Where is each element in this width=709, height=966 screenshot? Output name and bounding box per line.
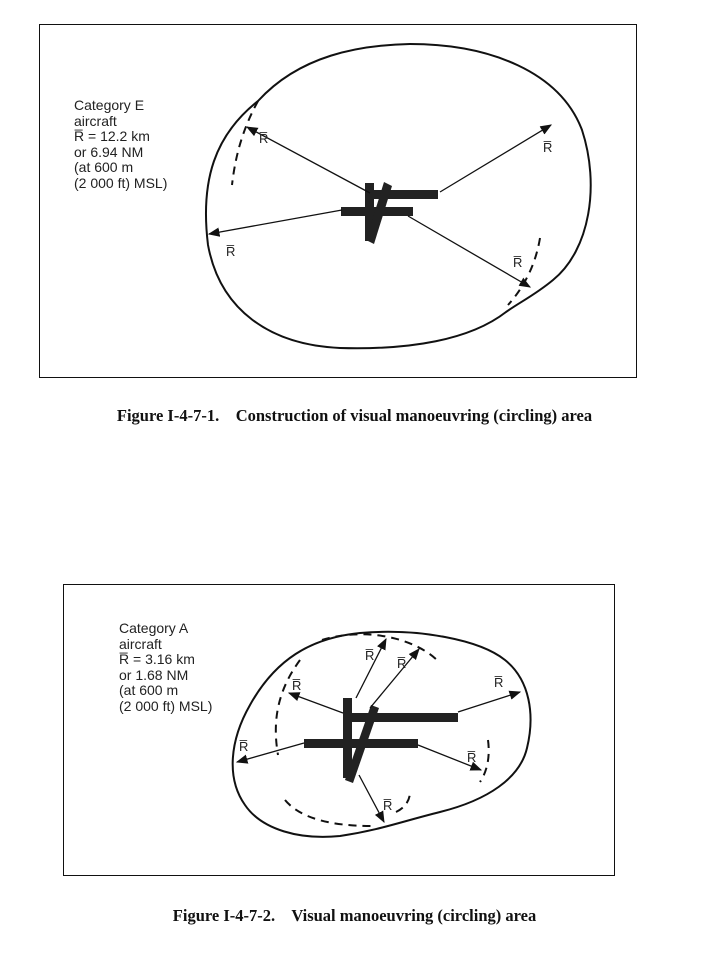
figure-2-aircraft: aircraft xyxy=(119,635,162,652)
radius-label: R̅ xyxy=(292,678,302,693)
figure-1-category: Category E xyxy=(74,97,145,113)
radius-arrow-top-right xyxy=(370,649,419,708)
dashed-arc-bottom xyxy=(285,800,372,826)
figure-2-altitude-m: (at 600 m xyxy=(119,682,179,698)
figure-1-radius-nm: or 6.94 NM xyxy=(74,143,144,160)
figure-1-altitude-ft: (2 000 ft) MSL) xyxy=(74,174,168,191)
radius-label: R̅ xyxy=(239,739,249,754)
figure-1-diagram xyxy=(206,44,591,348)
figure-1-altitude-m: (at 600 m xyxy=(74,159,134,175)
dashed-arc-right xyxy=(508,238,540,305)
radius-label: R̅ xyxy=(383,798,393,813)
radius-arrow-upper-right xyxy=(440,125,551,192)
radius-label: R̅ xyxy=(259,131,269,146)
radius-label: R̅ xyxy=(467,750,477,765)
dashed-arc-bottom-right xyxy=(396,792,410,812)
radius-arrow-bottom xyxy=(359,775,384,822)
figure-2-diagram xyxy=(233,632,531,837)
dashed-arc-top xyxy=(322,634,437,660)
dashed-arc-left xyxy=(276,660,300,755)
figure-1-description xyxy=(74,98,167,191)
radius-label: R̅ xyxy=(543,140,553,155)
figure-2-description xyxy=(119,621,212,714)
figure-2-radius-km: R̅ = 3.16 km xyxy=(119,651,195,667)
dashed-arc-right xyxy=(480,740,489,782)
radius-label: R̅ xyxy=(226,244,236,259)
radius-label: R̅ xyxy=(494,675,504,690)
radius-arrow-lower-right xyxy=(408,216,530,287)
radius-arrow-left xyxy=(209,210,342,234)
figure-2-radius-nm: or 1.68 NM xyxy=(119,666,189,683)
figure-1-radius-km: R̅ = 12.2 km xyxy=(74,128,150,144)
figure-1-aircraft: aircraft xyxy=(74,112,117,129)
figure-2-caption: Figure I-4-7-2. Visual manoeuvring (circling) area xyxy=(172,906,537,925)
radius-arrow-right-upper xyxy=(458,692,520,712)
radius-label: R̅ xyxy=(365,648,375,663)
radius-arrow-left-upper xyxy=(289,693,343,713)
radius-label: R̅ xyxy=(397,656,407,671)
figure-2-category: Category A xyxy=(119,620,189,636)
circling-area-boundary xyxy=(233,632,531,837)
figure-2-altitude-ft: (2 000 ft) MSL) xyxy=(119,697,213,714)
figure-1-caption: Figure I-4-7-1. Construction of visual manoeuvring (circling) area xyxy=(116,406,593,425)
radius-label: R̅ xyxy=(513,255,523,270)
